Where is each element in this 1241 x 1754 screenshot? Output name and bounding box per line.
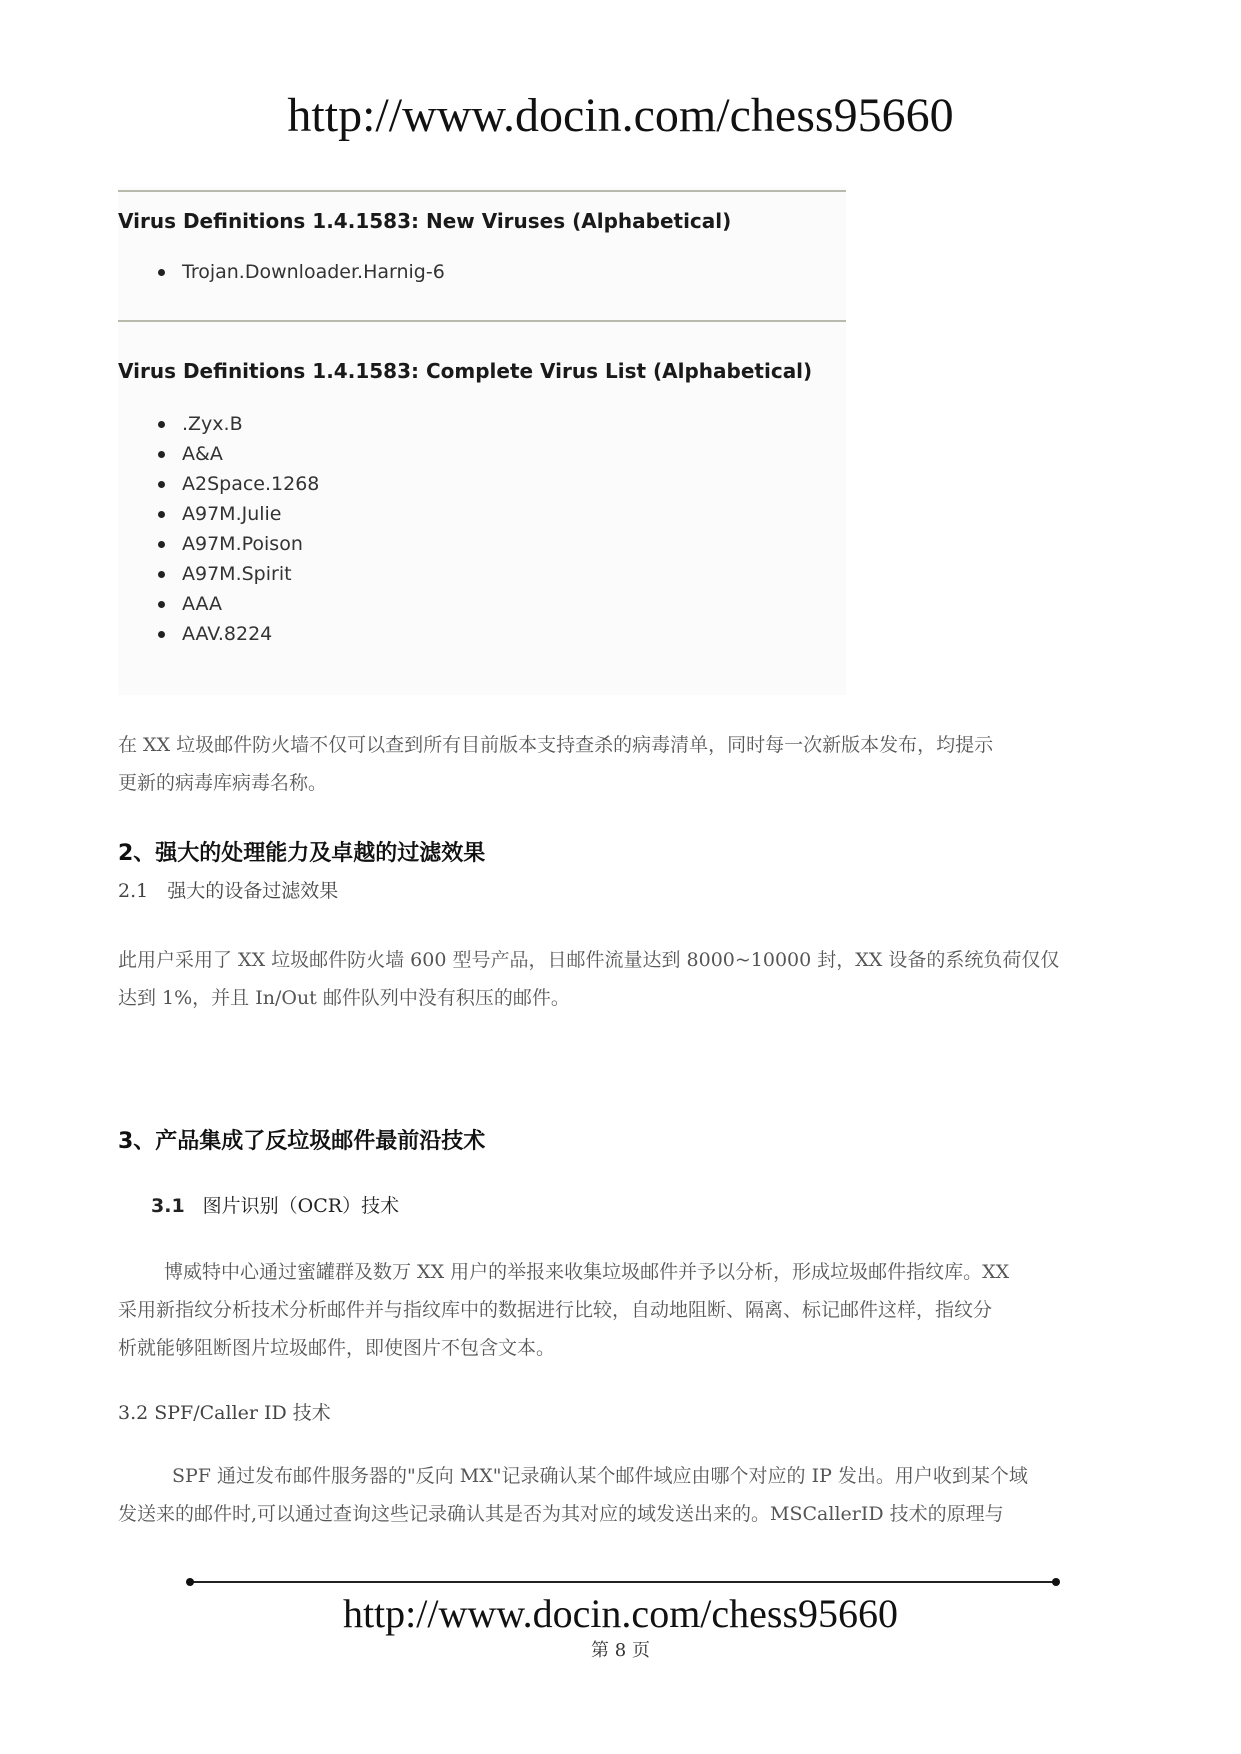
section-heading-3: 3、产品集成了反垃圾邮件最前沿技术 [118, 1129, 486, 1154]
new-viruses-list [158, 257, 445, 287]
footer-url: http://www.docin.com/chess95660 [342, 1591, 899, 1636]
paragraph-line: 达到 1%，并且 In/Out 邮件队列中没有积压的邮件。 [118, 987, 570, 1009]
paragraph-line: 采用新指纹分析技术分析邮件并与指纹库中的数据进行比较，自动地阻断、隔离、标记邮件这样，指纹分 [118, 1299, 993, 1321]
footer-rule [190, 1581, 1056, 1583]
paragraph-line: 析就能够阻断图片垃圾邮件，即使图片不包含文本。 [118, 1337, 556, 1359]
list-item: A2Space.1268 [158, 469, 319, 499]
subsection-3-2: 3.2 SPF/Caller ID 技术 [118, 1402, 331, 1424]
subsection-number: 3.1 [151, 1195, 185, 1217]
subsection-title: 图片识别（OCR）技术 [202, 1195, 400, 1217]
paragraph-3 [118, 1253, 1128, 1367]
list-item: Trojan.Downloader.Harnig-6 [158, 257, 445, 287]
list-item: A97M.Julie [158, 499, 319, 529]
paragraph-4 [118, 1457, 1128, 1533]
list-item: A97M.Poison [158, 529, 319, 559]
paragraph-line: 在 XX 垃圾邮件防火墙不仅可以查到所有目前版本支持查杀的病毒清单，同时每一次新版本发布，均提示 [118, 734, 994, 756]
list-item: AAV.8224 [158, 619, 319, 649]
new-viruses-heading: Virus Definitions 1.4.1583: New Viruses (Alphabetical) [118, 209, 732, 233]
virus-definitions-screenshot [118, 187, 846, 695]
list-item: A&A [158, 439, 319, 469]
paragraph-line: 此用户采用了 XX 垃圾邮件防火墙 600 型号产品，日邮件流量达到 8000~10000 封，XX 设备的系统负荷仅仅 [118, 949, 1060, 971]
list-item: A97M.Spirit [158, 559, 319, 589]
subsection-2-1: 2.1 强大的设备过滤效果 [118, 880, 339, 902]
complete-viruses-list [158, 409, 319, 649]
divider [118, 320, 846, 322]
paragraph-line: SPF 通过发布邮件服务器的"反向 MX"记录确认某个邮件域应由哪个对应的 IP 发出。用户收到某个域 [172, 1465, 1028, 1487]
divider [118, 190, 846, 192]
complete-list-heading: Virus Definitions 1.4.1583: Complete Virus List (Alphabetical) [118, 359, 813, 383]
paragraph-line: 更新的病毒库病毒名称。 [118, 772, 328, 794]
footer-rule-endpoint [186, 1578, 194, 1586]
footer-rule-endpoint [1052, 1578, 1060, 1586]
paragraph-line: 发送来的邮件时,可以通过查询这些记录确认其是否为其对应的域发送出来的。MSCallerID 技术的原理与 [118, 1503, 1004, 1525]
list-item: .Zyx.B [158, 409, 319, 439]
list-item: AAA [158, 589, 319, 619]
section-heading-2: 2、强大的处理能力及卓越的过滤效果 [118, 841, 486, 866]
header-url: http://www.docin.com/chess95660 [287, 89, 954, 142]
paragraph-line: 博威特中心通过蜜罐群及数万 XX 用户的举报来收集垃圾邮件并予以分析，形成垃圾邮件指纹库。XX [164, 1261, 1010, 1283]
paragraph-2 [118, 941, 1128, 1017]
page-number: 第 8 页 [591, 1640, 650, 1661]
paragraph-1 [118, 726, 1128, 802]
subsection-3-1 [151, 1191, 399, 1218]
